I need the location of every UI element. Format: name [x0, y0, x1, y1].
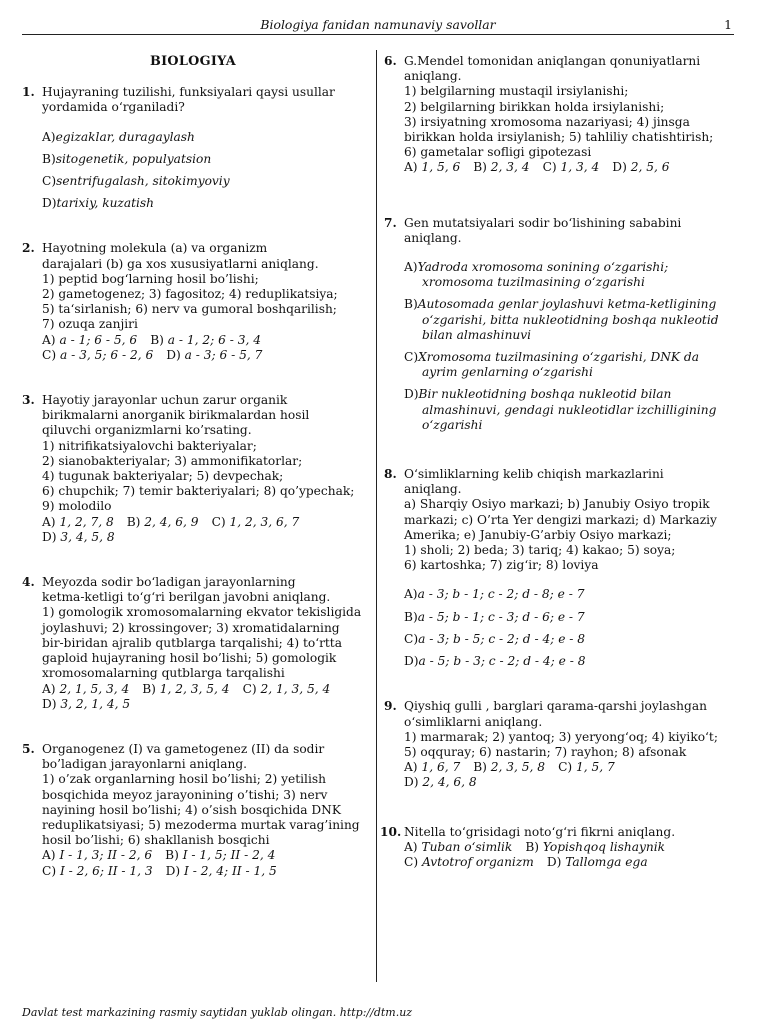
answer-option [547, 855, 648, 869]
answer-text: ayrim genlarning o‘zgarishi [422, 365, 593, 380]
answer-label: C) [542, 160, 561, 175]
answer-label: D) [546, 854, 566, 869]
answer-text: Avtotrof organizm [421, 854, 534, 869]
answer-options [404, 760, 736, 790]
answer-option [473, 160, 529, 174]
answer-row [42, 530, 364, 545]
answer-option [42, 196, 364, 211]
answer-option [42, 682, 129, 696]
answer-option [404, 260, 736, 290]
question-item [380, 824, 736, 871]
answer-options [404, 260, 736, 433]
answer-label: A) [42, 848, 60, 863]
question-item [22, 85, 364, 211]
question-text-line: 4) tugunak bakteriyalar; 5) devpechak; [42, 469, 284, 484]
answer-option [127, 515, 199, 529]
answer-label: B) [473, 760, 491, 775]
question-text-line: 3) irsiyatning xromosoma nazariyasi; 4) jinsga [404, 114, 690, 129]
answer-row [42, 348, 364, 363]
answer-option [473, 760, 545, 774]
answer-row [404, 760, 736, 775]
answer-options [42, 515, 364, 545]
answer-row [404, 775, 736, 790]
question-text-line: 1) nitrifikatsiyalovchi bakteriyalar; [42, 438, 257, 453]
question-text-line: O‘simliklarning kelib chiqish markazlarini [404, 467, 664, 482]
answer-option [404, 760, 460, 774]
answer-option [42, 333, 137, 347]
question-item [384, 699, 736, 790]
answer-label: C) [242, 681, 261, 696]
answer-row [42, 697, 364, 712]
answer-label: A) [42, 332, 60, 347]
answer-options [42, 333, 364, 363]
answer-text: 2, 1, 5, 3, 4 [59, 681, 130, 696]
answer-text: Xromosoma tuzilmasining o‘zgarishi, DNK da [418, 350, 699, 365]
question-text-line: 2) sianobakteriyalar; 3) ammonifikatorlar; [42, 453, 303, 468]
answer-label: D) [166, 347, 185, 362]
answer-option [243, 682, 331, 696]
answer-label: B) [525, 839, 543, 854]
answer-option [404, 587, 736, 602]
answer-label: A) [404, 760, 422, 775]
answer-text: I - 1, 5; II - 2, 4 [182, 848, 276, 863]
answer-option [166, 864, 277, 878]
answer-option [150, 333, 261, 347]
question-text-line: Amerika; e) Janubiy-G’arbiy Osiyo markazi; [404, 527, 672, 542]
answer-text: a - 3; 6 - 5, 7 [184, 347, 263, 362]
question-item [384, 216, 736, 433]
answer-text: 1, 5, 6 [421, 160, 461, 175]
question-text-line: 2) belgilarning birikkan holda irsiylanishi; [404, 99, 665, 114]
question-number: 4. [22, 575, 35, 590]
question-text-line: Organogenez (I) va gametogenez (II) da sodir [42, 741, 325, 756]
answer-label: B) [150, 332, 168, 347]
answer-text: Yadroda xromosoma sonining o‘zgarishi; [417, 260, 669, 275]
question-text-line: G.Mendel tomonidan aniqlangan qonuniyatlarni [404, 54, 701, 68]
answer-label: C) [404, 350, 419, 365]
answer-label: A) [404, 839, 422, 854]
question-number: 8. [384, 467, 397, 482]
answer-label: D) [404, 387, 419, 402]
question-text-line: 9) molodilo [42, 499, 112, 514]
answer-options [404, 840, 736, 870]
answer-option [42, 515, 114, 529]
question-item [22, 575, 364, 712]
question-text-line: 1) peptid bog‘larning hosil bo’lishi; [42, 271, 259, 286]
answer-row [42, 682, 364, 697]
page-header [22, 17, 734, 35]
answer-label: B) [165, 848, 183, 863]
question-item [384, 54, 736, 176]
question-number: 9. [384, 699, 397, 714]
question-text-line: Hujayraning tuzilishi, funksiyalari qaysi usullar [42, 85, 335, 100]
answer-text: I - 2, 4; II - 1, 5 [184, 863, 277, 878]
question-text-line: 6) chupchik; 7) temir bakteriyalari; 8) qo’ypechak; [42, 484, 355, 499]
question-text-line: Gen mutatsiyalari sodir bo‘lishining sababini [404, 215, 682, 230]
answer-option [558, 760, 615, 774]
answer-label: A) [42, 681, 60, 696]
question-text-line: darajalari (b) ga xos xususiyatlarni aniqlang. [42, 256, 319, 271]
answer-option [612, 160, 669, 174]
answer-option [42, 697, 130, 711]
answer-option [42, 864, 153, 878]
question-text-line: 1) belgilarning mustaqil irsiylanishi; [404, 84, 629, 99]
question-text-line: reduplikatsiyasi; 5) mezoderma murtak varag’ining [42, 817, 360, 832]
right-column [380, 52, 736, 870]
section-title: BIOLOGIYA [150, 54, 236, 69]
answer-row [404, 840, 736, 855]
answer-label: A) [404, 260, 418, 275]
answer-label: B) [142, 681, 160, 696]
answer-text: 1, 5, 7 [576, 760, 615, 775]
answer-label: B) [404, 609, 418, 624]
answer-label: C) [42, 347, 60, 362]
answer-text: a - 5; b - 1; c - 3; d - 6; e - 7 [417, 609, 585, 624]
question-text-line: ketma-ketligi to‘g‘ri berilgan javobni aniqlang. [42, 590, 331, 605]
answer-text: 2, 4, 6, 8 [422, 775, 477, 790]
answer-text: a - 3; b - 5; c - 2; d - 4; e - 8 [418, 631, 586, 646]
answer-row [42, 864, 364, 879]
answer-row [404, 855, 736, 870]
answer-text: 1, 6, 7 [421, 760, 461, 775]
question-text-line: yordamida o‘rganiladi? [42, 100, 185, 115]
question-text-line: 6) kartoshka; 7) zig‘ir; 8) loviya [404, 558, 599, 573]
answer-row [42, 515, 364, 530]
answer-options [42, 682, 364, 712]
answer-text: Yopishqoq lishaynik [542, 839, 666, 854]
question-item [22, 742, 364, 879]
question-text-line: xromosomalarning qutblarga tarqalishi [42, 666, 285, 681]
header-title: Biologiya fanidan namunaviy savollar [260, 17, 496, 32]
answer-text: bilan almashinuvi [422, 327, 532, 342]
left-column [22, 52, 364, 879]
question-text-line: birikmalarni anorganik birikmalardan hosil [42, 408, 310, 423]
answer-text: I - 1, 3; II - 2, 6 [59, 848, 153, 863]
answer-option [404, 350, 736, 380]
answer-label: D) [42, 196, 57, 211]
answer-option [42, 348, 153, 362]
answer-label: D) [404, 775, 423, 790]
answer-label: C) [42, 174, 57, 189]
answer-row [42, 848, 364, 863]
answer-option [166, 348, 262, 362]
answer-text: I - 2, 6; II - 1, 3 [59, 863, 153, 878]
answer-text: 1, 2, 7, 8 [59, 514, 114, 529]
question-text-line: 1) gomologik xromosomalarning ekvator tekisligida [42, 605, 362, 620]
question-item [22, 241, 364, 363]
answer-label: D) [404, 654, 419, 669]
question-text-line: bir-biridan ajralib qutblarga tarqalishi; 4) to‘rtta [42, 635, 342, 650]
answer-option [142, 682, 229, 696]
answer-label: C) [211, 514, 230, 529]
answer-text: 2, 3, 5, 8 [490, 760, 546, 775]
answer-options [42, 848, 364, 878]
question-text-line: aniqlang. [404, 69, 462, 84]
question-number: 1. [22, 85, 35, 100]
answer-option [42, 530, 115, 544]
answer-label: B) [126, 514, 145, 529]
answer-label: D) [165, 863, 185, 878]
answer-option [165, 848, 275, 862]
answer-text: a - 3; b - 1; c - 2; d - 8; e - 7 [417, 587, 585, 602]
answer-option [42, 130, 364, 145]
question-text-line: 1) o’zak organlarning hosil bo’lishi; 2) yetilish [42, 772, 326, 787]
answer-option [404, 632, 736, 647]
question-text-line: 5) ta‘sirlanish; 6) nerv va gumoral boshqarilish; [42, 302, 337, 317]
answer-option [404, 855, 534, 869]
answer-text: a - 1, 2; 6 - 3, 4 [167, 332, 262, 347]
answer-label: C) [404, 854, 422, 869]
question-text-line: 7) ozuqa zanjiri [42, 317, 138, 332]
answer-option [404, 610, 736, 625]
question-number: 6. [384, 54, 397, 68]
answer-label: A) [42, 129, 56, 144]
answer-label: C) [404, 631, 419, 646]
answer-text: Tallomga ega [565, 854, 648, 869]
answer-text: a - 5; b - 3; c - 2; d - 4; e - 8 [418, 654, 586, 669]
question-text-line: Qiyshiq gulli , barglari qarama-qarshi joylashgan [404, 699, 707, 714]
question-number: 3. [22, 393, 35, 408]
question-text-line: aniqlang. [404, 482, 462, 497]
answer-label: D) [42, 529, 61, 544]
answer-text: Bir nukleotidning boshqa nukleotid bilan [418, 387, 672, 402]
answer-label: B) [473, 160, 491, 175]
answer-option [404, 654, 736, 669]
answer-label: A) [42, 514, 60, 529]
answer-option [525, 840, 665, 854]
answer-option [404, 387, 736, 433]
question-item [384, 467, 736, 669]
page-footer: Davlat test markazining rasmiy saytidan yuklab olingan. http://dtm.uz [22, 1006, 413, 1019]
answer-text: egizaklar, duragaylash [55, 129, 195, 144]
answer-option [404, 160, 460, 174]
question-text-line: Hayotiy jarayonlar uchun zarur organik [42, 393, 288, 408]
answer-text: o‘zgarishi [422, 417, 483, 432]
question-number: 5. [22, 741, 35, 756]
answer-row [42, 333, 364, 348]
answer-text: sentrifugalash, sitokimyoviy [56, 174, 230, 189]
question-number: 7. [384, 215, 397, 230]
answer-option [42, 152, 364, 167]
question-text-line: 1) marmarak; 2) yantoq; 3) yeryong‘oq; 4) kiyiko‘t; [404, 729, 718, 744]
question-text-line: hosil bo’lishi; 6) shakllanish bosqichi [42, 833, 270, 848]
question-text-line: gaploid hujayraning hosil bo’lishi; 5) gomologik [42, 651, 337, 666]
answer-label: B) [404, 297, 418, 312]
answer-options [42, 130, 364, 212]
answer-option [543, 160, 600, 174]
question-text-line: markazi; c) O’rta Yer dengizi markazi; d) Markaziy [404, 512, 717, 527]
answer-label: A) [404, 160, 422, 175]
question-text-line: bo’ladigan jarayonlarni aniqlang. [42, 757, 247, 772]
question-text-line: 5) oqquray; 6) nastarin; 7) rayhon; 8) afsonak [404, 744, 687, 759]
question-text-line: o‘simliklarni aniqlang. [404, 714, 543, 729]
answer-row [404, 160, 736, 175]
question-number: 10. [380, 824, 402, 839]
question-text-line: nayining hosil bo’lishi; 4) o’sish bosqichida DNK [42, 802, 341, 817]
answer-text: tarixiy, kuzatish [56, 196, 155, 211]
answer-text: 2, 4, 6, 9 [144, 514, 199, 529]
question-text-line: joylashuvi; 2) krossingover; 3) xromatidalarning [42, 620, 340, 635]
answer-options [404, 160, 736, 175]
answer-text: 3, 4, 5, 8 [60, 529, 115, 544]
answer-label: D) [42, 696, 61, 711]
answer-option [42, 848, 152, 862]
answer-option [404, 297, 736, 343]
answer-option [212, 515, 300, 529]
answer-text: Autosomada genlar joylashuvi ketma-ketligining [417, 297, 717, 312]
answer-text: 2, 5, 6 [630, 160, 670, 175]
question-text-line: bosqichida meyoz jarayonining o’tishi; 3) nerv [42, 787, 328, 802]
answer-label: B) [42, 151, 56, 166]
column-divider [376, 50, 377, 982]
answer-text: 2, 1, 3, 5, 4 [260, 681, 331, 696]
answer-text: almashinuvi, gendagi nukleotidlar izchilligining [422, 402, 717, 417]
question-number: 2. [22, 241, 35, 256]
answer-label: C) [558, 760, 577, 775]
question-item [22, 393, 364, 545]
answer-text: Tuban o‘simlik [421, 839, 513, 854]
answer-text: a - 1; 6 - 5, 6 [59, 332, 138, 347]
question-text-line: Hayotning molekula (a) va organizm [42, 241, 268, 256]
answer-text: sitogenetik, populyatsion [55, 151, 212, 166]
question-text-line: a) Sharqiy Osiyo markazi; b) Janubiy Osiyo tropik [404, 497, 710, 512]
answer-option [42, 174, 364, 189]
answer-text: xromosoma tuzilmasining o‘zgarishi [422, 275, 645, 290]
answer-label: A) [404, 587, 418, 602]
answer-label: D) [612, 160, 631, 175]
question-text-line: birikkan holda irsiylanish; 5) tahliliy chatishtirish; [404, 130, 714, 145]
answer-text: 2, 3, 4 [490, 160, 530, 175]
question-text-line: Meyozda sodir bo‘ladigan jarayonlarning [42, 575, 296, 590]
answer-text: o‘zgarishi, bitta nukleotidning boshqa nukleotid [422, 312, 719, 327]
page-number: 1 [724, 17, 732, 32]
answer-option [404, 840, 512, 854]
question-text-line: qiluvchi organizmlarni ko’rsating. [42, 423, 252, 438]
question-text-line: 1) sholi; 2) beda; 3) tariq; 4) kakao; 5) soya; [404, 543, 676, 558]
answer-text: 1, 3, 4 [560, 160, 600, 175]
answer-text: a - 3, 5; 6 - 2, 6 [59, 347, 154, 362]
answer-text: 1, 2, 3, 5, 4 [159, 681, 230, 696]
question-text-line: 6) gametalar sofligi gipotezasi [404, 145, 592, 160]
answer-options [404, 587, 736, 669]
answer-text: 3, 2, 1, 4, 5 [60, 696, 131, 711]
answer-option [404, 775, 477, 789]
question-text-line: Nitella to‘grisidagi noto‘g‘ri fikrni aniqlang. [404, 824, 676, 839]
answer-text: 1, 2, 3, 6, 7 [229, 514, 300, 529]
question-text-line: 2) gametogenez; 3) fagositoz; 4) reduplikatsiya; [42, 287, 338, 302]
question-text-line: aniqlang. [404, 230, 462, 245]
answer-label: C) [42, 863, 60, 878]
